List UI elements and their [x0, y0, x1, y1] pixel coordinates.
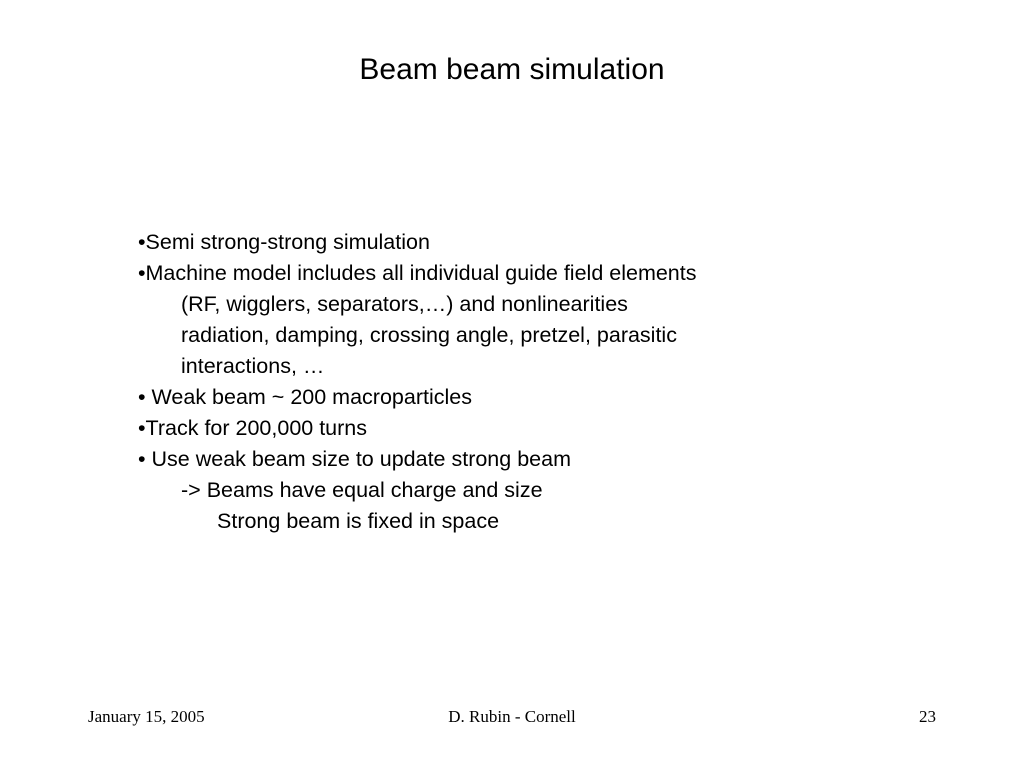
slide-title: Beam beam simulation: [359, 53, 665, 86]
slide-body: [138, 227, 858, 537]
footer-date: January 15, 2005: [88, 707, 205, 726]
bullet-line: • Use weak beam size to update strong beam: [138, 447, 571, 471]
continuation-line: -> Beams have equal charge and size: [181, 478, 543, 502]
continuation-line: radiation, damping, crossing angle, pretzel, parasitic: [181, 323, 677, 347]
bullet-line: •Semi strong-strong simulation: [138, 230, 430, 254]
continuation-line: Strong beam is fixed in space: [217, 509, 500, 533]
bullet-line: •Track for 200,000 turns: [138, 416, 368, 440]
footer-author: D. Rubin - Cornell: [448, 707, 576, 726]
bullet-line: • Weak beam ~ 200 macroparticles: [138, 385, 472, 409]
continuation-line: interactions, …: [181, 354, 325, 378]
footer-page-number: 23: [919, 707, 936, 726]
bullet-line: •Machine model includes all individual guide field elements: [138, 261, 697, 285]
continuation-line: (RF, wigglers, separators,…) and nonlinearities: [181, 292, 628, 316]
